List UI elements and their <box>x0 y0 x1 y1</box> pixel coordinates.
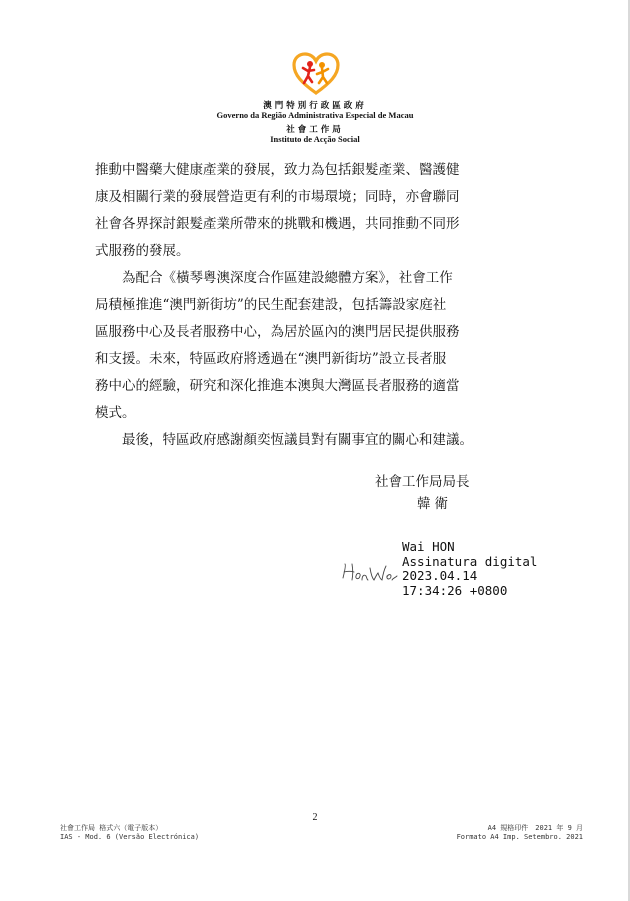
footer-form-pt: IAS - Mod. 6 (Versão Electrónica) <box>60 833 200 841</box>
text-line: 和支援。未來，特區政府將透過在“澳門新街坊”設立長者服 <box>95 351 447 367</box>
paragraph-1 <box>95 157 550 265</box>
signatory-title: 社會工作局局長 <box>375 474 470 490</box>
footer-print-zh: A4 規格印件 2021 年 9 月 <box>487 824 583 832</box>
text-line: 推動中醫藥大健康產業的發展，致力為包括銀髮產業、醫護健 <box>95 162 460 178</box>
text-line: 社會各界探討銀髮產業所帶來的挑戰和機遇，共同推動不同形 <box>95 216 460 232</box>
text-line: 區服務中心及長者服務中心，為居於區內的澳門居民提供服務 <box>95 324 460 340</box>
institute-name-zh: 社會工作局 <box>286 125 344 135</box>
signatory-name: 韓衛 <box>417 496 452 512</box>
handwritten-signature-icon <box>340 556 402 588</box>
digital-signature-block <box>402 540 537 598</box>
digital-signature-line: 2023.04.14 <box>402 568 478 583</box>
gov-name-zh: 澳門特別行政區政府 <box>263 101 367 111</box>
text-line: 最後，特區政府感謝顏奕恆議員對有關事宜的關心和建議。 <box>95 432 473 448</box>
text-line: 務中心的經驗，研究和深化推進本澳與大灣區長者服務的適當 <box>95 378 460 394</box>
paragraph-2 <box>95 265 550 427</box>
digital-signature-line: Wai HON <box>402 539 455 554</box>
paragraph-3 <box>95 427 550 454</box>
digital-signature-line: 17:34:26 +0800 <box>402 582 508 598</box>
institute-name-pt: Instituto de Acção Social <box>270 134 360 144</box>
text-line: 模式。 <box>95 405 136 421</box>
gov-name-pt: Governo da Região Administrativa Especial de Macau <box>216 110 414 120</box>
footer-print-pt: Formato A4 Imp. Setembro. 2021 <box>456 833 583 841</box>
ias-logo-icon <box>292 52 340 96</box>
text-line: 局積極推進“澳門新街坊”的民生配套建設，包括籌設家庭社 <box>95 297 447 313</box>
footer-form-zh: 社會工作局 格式六（電子版本） <box>60 824 163 832</box>
text-line: 為配合《橫琴粵澳深度合作區建設總體方案》，社會工作 <box>95 270 453 286</box>
text-line: 康及相關行業的發展營造更有利的市場環境；同時，亦會聯同 <box>95 189 460 205</box>
page-number: 2 <box>312 812 318 823</box>
digital-signature-line: Assinatura digital <box>402 553 538 569</box>
text-line: 式服務的發展。 <box>95 243 190 259</box>
